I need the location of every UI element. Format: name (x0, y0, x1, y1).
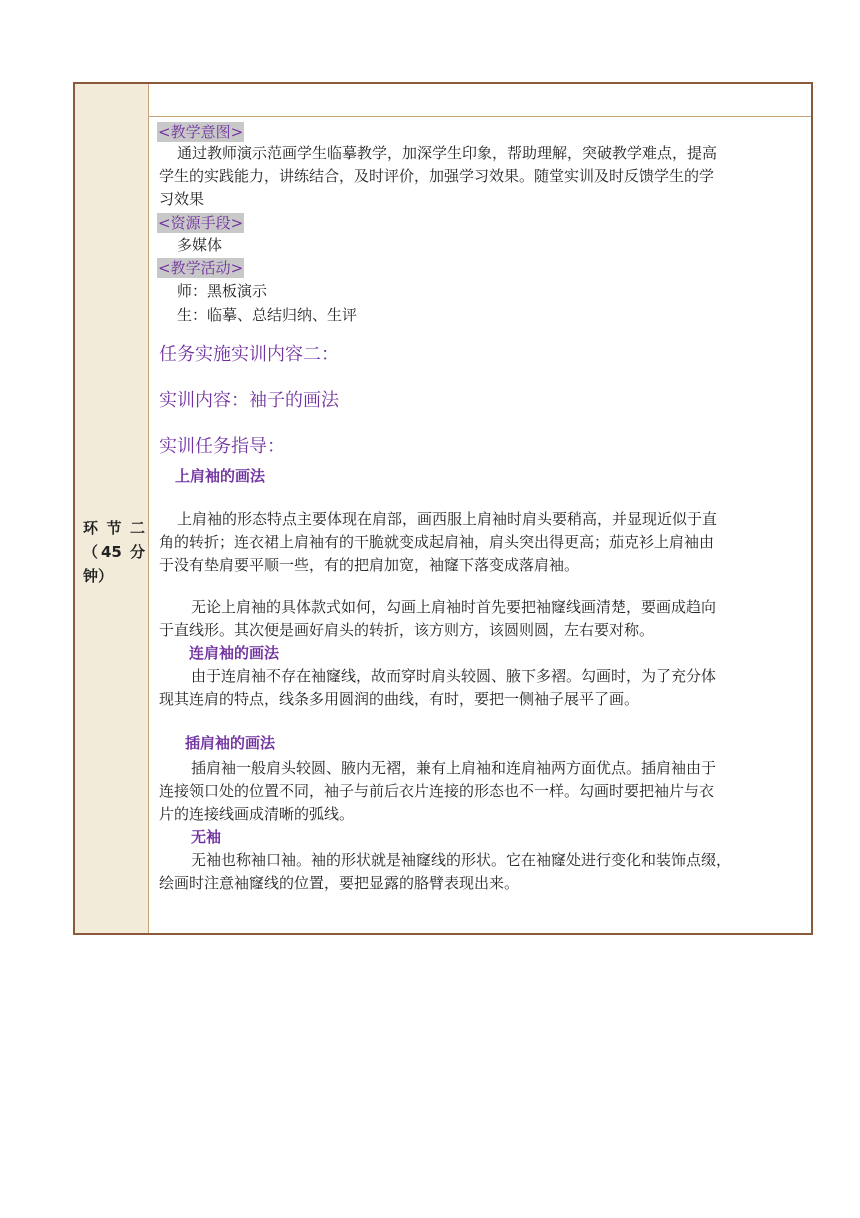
section-line: 于直线形。其次便是画好肩头的转折，该方则方，该圆则圆，左右要对称。 (159, 621, 655, 639)
section-line: 现其连肩的特点，线条多用圆润的曲线，有时，要把一侧袖子展平了画。 (159, 690, 640, 708)
section-line: 由于连肩袖不存在袖窿线，故而穿时肩头较圆、腋下多褶。勾画时，为了充分体 (191, 667, 717, 685)
heading-content: 实训内容：袖子的画法 (159, 390, 339, 411)
section-line: 上肩袖的形态特点主要体现在肩部，画西服上肩袖时肩头要稍高，并显现近似于直 (177, 510, 718, 528)
section-line: 角的转折；连衣裙上肩袖有的干脆就变成起肩袖，肩头突出得更高；茄克衫上肩袖由 (159, 533, 715, 551)
intent-line: 习效果 (159, 190, 205, 208)
table-row-main (75, 116, 811, 933)
heading-guide: 实训任务指导： (159, 436, 285, 457)
section-title-upper-sleeve: 上肩袖的画法 (175, 467, 266, 485)
lesson-table (73, 82, 813, 935)
section-title-sleeveless: 无袖 (191, 828, 222, 846)
stage-label: 环节二（45 分钟） (83, 519, 145, 585)
resource-text: 多媒体 (177, 236, 223, 254)
table-row-top (75, 84, 811, 117)
section-line: 插肩袖一般肩头较圆、腋内无褶，兼有上肩袖和连肩袖两方面优点。插肩袖由于 (191, 759, 717, 777)
section-title-raglan-connected: 连肩袖的画法 (189, 644, 280, 662)
content-cell-empty (149, 84, 811, 116)
intent-line: 通过教师演示范画学生临摹教学，加深学生印象，帮助理解，突破教学难点，提高 (177, 144, 718, 162)
resource-tag: <资源手段> (158, 214, 244, 232)
section-title-raglan: 插肩袖的画法 (185, 734, 276, 752)
heading-task: 任务实施实训内容二： (159, 344, 339, 365)
section-line: 于没有垫肩要平顺一些，有的把肩加宽，袖窿下落变成落肩袖。 (159, 556, 580, 574)
section-line: 片的连接线画成清晰的弧线。 (159, 805, 355, 823)
teacher-text: 师：黑板演示 (177, 282, 268, 300)
intent-tag: <教学意图> (158, 123, 244, 141)
stage-cell-empty (75, 84, 149, 116)
activity-tag: <教学活动> (158, 259, 244, 277)
stage-cell (75, 116, 149, 933)
section-line: 绘画时注意袖窿线的位置，要把显露的胳臂表现出来。 (159, 874, 520, 892)
intent-line: 学生的实践能力，讲练结合，及时评价，加强学习效果。随堂实训及时反馈学生的学 (159, 167, 715, 185)
section-line: 连接领口处的位置不同，袖子与前后衣片连接的形态也不一样。勾画时要把袖片与衣 (159, 782, 715, 800)
section-line: 无袖也称袖口袖。袖的形状就是袖窿线的形状。它在袖窿处进行变化和装饰点缀， (191, 851, 732, 869)
section-line: 无论上肩袖的具体款式如何，勾画上肩袖时首先要把袖窿线画清楚，要画成趋向 (191, 598, 717, 616)
student-text: 生：临摹、总结归纳、生评 (177, 306, 358, 324)
